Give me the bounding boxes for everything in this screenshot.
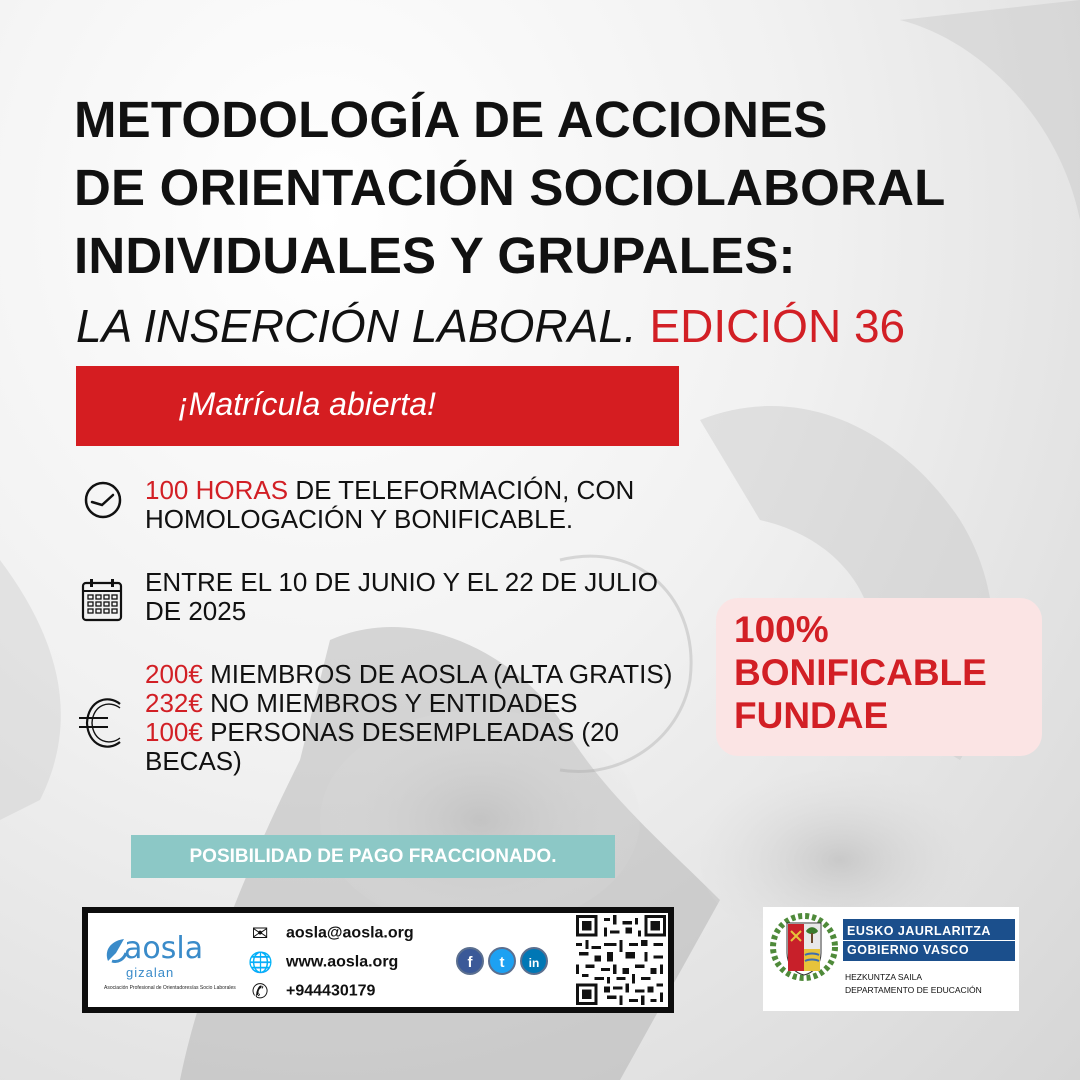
aosla-logo-name: aosla	[124, 931, 204, 966]
government-logo	[763, 907, 1019, 1011]
envelope-icon: ✉	[251, 923, 269, 945]
euro-icon	[78, 694, 128, 752]
aosla-logo	[102, 927, 238, 1001]
course-title	[74, 86, 1064, 290]
hours-text: DE TELEFORMACIÓN, CON HOMOLOGACIÓN Y BONIFICABLE.	[145, 475, 635, 534]
subtitle	[76, 296, 905, 356]
prices-info	[145, 660, 685, 776]
enrollment-banner-text: ¡Matrícula abierta!	[178, 386, 436, 422]
social-icons	[456, 947, 552, 975]
email-row[interactable]	[248, 921, 414, 946]
qr-code-icon[interactable]	[576, 915, 666, 1005]
government-name-spanish: GOBIERNO VASCO	[847, 943, 970, 957]
price-non-members-amount: 232€	[145, 688, 203, 718]
clock-icon	[82, 479, 124, 521]
phone-number[interactable]: +944430179	[286, 982, 376, 1000]
aosla-logo-tagline: Asociación Profesional de Orientadores/as Socio Laborales	[104, 985, 236, 991]
edition-label: EDICIÓN 36	[649, 300, 906, 352]
price-members-text: MIEMBROS DE AOSLA (ALTA GRATIS)	[210, 659, 673, 689]
government-name-basque: EUSKO JAURLARITZA	[843, 919, 1015, 941]
facebook-icon[interactable]: f	[456, 947, 484, 975]
web-link[interactable]: www.aosla.org	[286, 953, 399, 971]
phone-icon: ✆	[251, 981, 269, 1003]
hours-highlight: 100 HORAS	[145, 475, 289, 505]
bonificable-line-1: 100%	[734, 609, 829, 650]
bonificable-line-2: BONIFICABLE	[734, 652, 987, 693]
contact-box	[82, 907, 674, 1013]
calendar-icon	[81, 577, 123, 623]
department-name	[845, 971, 982, 997]
price-non-members	[145, 689, 685, 718]
web-row[interactable]	[248, 950, 398, 975]
email-link[interactable]: aosla@aosla.org	[286, 924, 414, 942]
price-members	[145, 660, 685, 689]
twitter-icon[interactable]: t	[488, 947, 516, 975]
government-name-bar	[843, 919, 1015, 961]
phone-row[interactable]	[248, 979, 375, 1004]
price-unemployed-text: PERSONAS DESEMPLEADAS (20 BECAS)	[145, 717, 619, 776]
price-unemployed-amount: 100€	[145, 717, 203, 747]
price-members-amount: 200€	[145, 659, 203, 689]
price-non-members-text: NO MIEMBROS Y ENTIDADES	[210, 688, 578, 718]
department-name-spanish: DEPARTAMENTO DE EDUCACIÓN	[845, 985, 982, 995]
hours-info	[145, 476, 705, 534]
title-line-1: METODOLOGÍA DE ACCIONES	[74, 91, 828, 148]
department-name-basque: HEZKUNTZA SAILA	[845, 972, 922, 982]
price-unemployed	[145, 718, 685, 776]
title-line-3: INDIVIDUALES Y GRUPALES:	[74, 227, 796, 284]
title-line-2: DE ORIENTACIÓN SOCIOLABORAL	[74, 159, 946, 216]
aosla-logo-sub: gizalan	[126, 965, 175, 980]
subtitle-italic: LA INSERCIÓN LABORAL.	[76, 300, 637, 352]
bonificable-badge	[716, 598, 1042, 756]
bonificable-line-3: FUNDAE	[734, 695, 889, 736]
enrollment-banner	[76, 366, 679, 446]
basque-coat-of-arms-icon	[769, 911, 839, 981]
linkedin-icon[interactable]: in	[520, 947, 548, 975]
payment-note: POSIBILIDAD DE PAGO FRACCIONADO.	[131, 835, 615, 878]
dates-info: ENTRE EL 10 DE JUNIO Y EL 22 DE JULIO DE 2025	[145, 567, 658, 626]
globe-icon: 🌐	[248, 952, 273, 974]
